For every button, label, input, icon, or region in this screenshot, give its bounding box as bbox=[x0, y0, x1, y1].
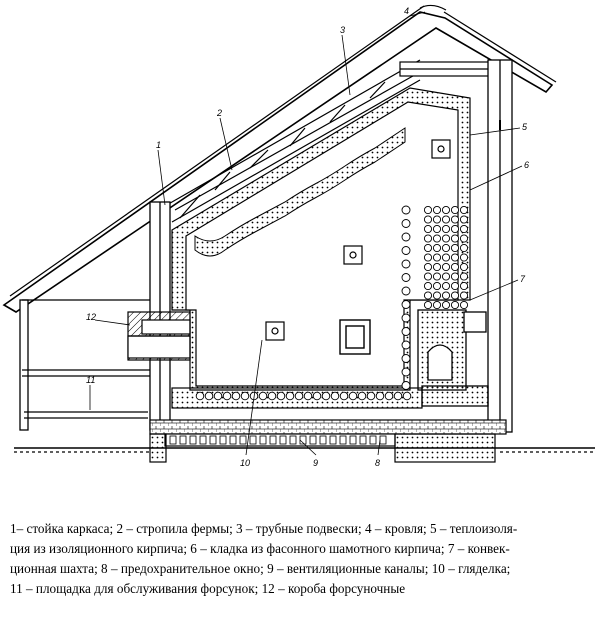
wall-tube bbox=[402, 206, 410, 214]
callout-12: 12 bbox=[86, 312, 97, 322]
convection-tube bbox=[460, 244, 467, 251]
burner-box bbox=[128, 312, 190, 360]
ventilation-channel bbox=[340, 436, 346, 444]
convection-tube bbox=[451, 282, 458, 289]
wall-tube bbox=[402, 355, 410, 363]
floor-tube bbox=[223, 392, 231, 400]
caption-line: 1– стойка каркаса; 2 – стропила фермы; 3 – трубные подвески; 4 – кровля; 5 – теплоизоля- bbox=[10, 521, 518, 536]
callout-2: 2 bbox=[217, 108, 223, 118]
floor-tube bbox=[394, 392, 402, 400]
wall-tube bbox=[402, 382, 410, 390]
convection-tube bbox=[433, 254, 440, 261]
floor-tube bbox=[358, 392, 366, 400]
callout-6: 6 bbox=[524, 160, 530, 170]
convection-tube bbox=[451, 254, 458, 261]
caption-line: ция из изоляционного кирпича; 6 – кладка из фасонного шамотного кирпича; 7 – конвек- bbox=[10, 541, 510, 556]
ventilation-channel bbox=[350, 436, 356, 444]
wall-tube bbox=[402, 247, 410, 255]
floor-tube bbox=[403, 392, 411, 400]
ventilation-channel bbox=[270, 436, 276, 444]
convection-tube bbox=[460, 282, 467, 289]
floor-tube bbox=[196, 392, 204, 400]
floor-tube bbox=[304, 392, 312, 400]
convection-tube bbox=[433, 244, 440, 251]
convection-tube bbox=[442, 216, 449, 223]
floor-tube bbox=[232, 392, 240, 400]
floor-tube bbox=[376, 392, 384, 400]
convection-tube bbox=[460, 225, 467, 232]
convection-tube bbox=[433, 292, 440, 299]
convection-tube bbox=[442, 301, 449, 308]
floor-tube bbox=[349, 392, 357, 400]
convection-tube bbox=[442, 263, 449, 270]
ventilation-channel bbox=[260, 436, 266, 444]
convection-tube bbox=[442, 235, 449, 242]
ventilation-channel bbox=[250, 436, 256, 444]
caption-line: 11 – площадка для обслуживания форсунок; 12 – короба форсуночные bbox=[10, 581, 406, 596]
convection-shaft bbox=[418, 310, 488, 406]
floor-tube bbox=[340, 392, 348, 400]
callout-3: 3 bbox=[340, 25, 346, 35]
ventilation-channel bbox=[200, 436, 206, 444]
wall-tube bbox=[402, 274, 410, 282]
wall-tube bbox=[402, 314, 410, 322]
convection-tube bbox=[451, 273, 458, 280]
ventilation-channel bbox=[190, 436, 196, 444]
wall-tube bbox=[402, 220, 410, 228]
convection-tube bbox=[433, 216, 440, 223]
convection-tube bbox=[442, 206, 449, 213]
convection-tube bbox=[460, 216, 467, 223]
convection-tube bbox=[433, 282, 440, 289]
floor-tube bbox=[268, 392, 276, 400]
callout-5: 5 bbox=[522, 122, 528, 132]
convection-tube bbox=[424, 244, 431, 251]
convection-tube bbox=[451, 225, 458, 232]
callout-1: 1 bbox=[156, 140, 162, 150]
floor-tube bbox=[313, 392, 321, 400]
floor-tube bbox=[205, 392, 213, 400]
convection-tubes bbox=[424, 206, 467, 308]
floor-tube bbox=[367, 392, 375, 400]
convection-tube bbox=[433, 235, 440, 242]
wall-tube bbox=[402, 341, 410, 349]
convection-tube bbox=[460, 254, 467, 261]
convection-tube bbox=[424, 235, 431, 242]
convection-tube bbox=[451, 263, 458, 270]
floor-tube bbox=[331, 392, 339, 400]
convection-tube bbox=[424, 301, 431, 308]
convection-tube bbox=[451, 216, 458, 223]
right-wall bbox=[488, 60, 512, 432]
floor-tube bbox=[295, 392, 303, 400]
ventilation-channel bbox=[280, 436, 286, 444]
ventilation-channel bbox=[320, 436, 326, 444]
callout-8: 8 bbox=[375, 458, 381, 468]
wall-tube bbox=[402, 260, 410, 268]
convection-tube bbox=[433, 225, 440, 232]
convection-tube bbox=[451, 292, 458, 299]
convection-tube bbox=[424, 273, 431, 280]
convection-tube bbox=[460, 301, 467, 308]
caption-line: ционная шахта; 8 – предохранительное окно; 9 – вентиляционные каналы; 10 – гляделка; bbox=[10, 561, 511, 576]
callout-4: 4 bbox=[404, 6, 410, 16]
ventilation-channel bbox=[360, 436, 366, 444]
convection-tube bbox=[433, 263, 440, 270]
floor-tube bbox=[214, 392, 222, 400]
convection-tube bbox=[460, 263, 467, 270]
ventilation-channel bbox=[220, 436, 226, 444]
convection-tube bbox=[460, 235, 467, 242]
convection-tube bbox=[451, 301, 458, 308]
convection-tube bbox=[442, 282, 449, 289]
wall-tube bbox=[402, 368, 410, 376]
safety-window bbox=[340, 320, 370, 354]
convection-tube bbox=[451, 244, 458, 251]
convection-tube bbox=[442, 273, 449, 280]
callout-9: 9 bbox=[313, 458, 319, 468]
convection-tube bbox=[424, 282, 431, 289]
floor-tube bbox=[322, 392, 330, 400]
convection-tube bbox=[424, 292, 431, 299]
wall-tube bbox=[402, 287, 410, 295]
convection-tube bbox=[433, 273, 440, 280]
convection-tube bbox=[442, 254, 449, 261]
ventilation-channel bbox=[180, 436, 186, 444]
convection-tube bbox=[460, 273, 467, 280]
floor-tube bbox=[277, 392, 285, 400]
ventilation-channel bbox=[290, 436, 296, 444]
figure-caption bbox=[10, 519, 598, 599]
callout-10: 10 bbox=[240, 458, 251, 468]
ventilation-channel bbox=[370, 436, 376, 444]
ventilation-channel bbox=[230, 436, 236, 444]
wall-tube bbox=[402, 301, 410, 309]
floor-tube bbox=[385, 392, 393, 400]
convection-tube bbox=[424, 263, 431, 270]
callout-7: 7 bbox=[520, 274, 526, 284]
convection-tube bbox=[451, 206, 458, 213]
floor-tube bbox=[241, 392, 249, 400]
convection-tube bbox=[424, 206, 431, 213]
ventilation-channel bbox=[330, 436, 336, 444]
convection-tube bbox=[460, 206, 467, 213]
ventilation-channel bbox=[170, 436, 176, 444]
convection-tube bbox=[442, 244, 449, 251]
convection-tube bbox=[460, 292, 467, 299]
callout-11: 11 bbox=[86, 375, 96, 385]
convection-tube bbox=[442, 225, 449, 232]
wall-tube bbox=[402, 233, 410, 241]
convection-tube bbox=[442, 292, 449, 299]
ventilation-channel bbox=[210, 436, 216, 444]
ventilation-channel bbox=[380, 436, 386, 444]
floor-tube bbox=[286, 392, 294, 400]
wall-tube bbox=[402, 328, 410, 336]
ventilation-channel bbox=[240, 436, 246, 444]
convection-tube bbox=[424, 225, 431, 232]
convection-tube bbox=[424, 254, 431, 261]
ventilation-channel bbox=[310, 436, 316, 444]
convection-tube bbox=[424, 216, 431, 223]
convection-tube bbox=[433, 301, 440, 308]
convection-tube bbox=[451, 235, 458, 242]
floor-tube bbox=[259, 392, 267, 400]
convection-tube bbox=[433, 206, 440, 213]
